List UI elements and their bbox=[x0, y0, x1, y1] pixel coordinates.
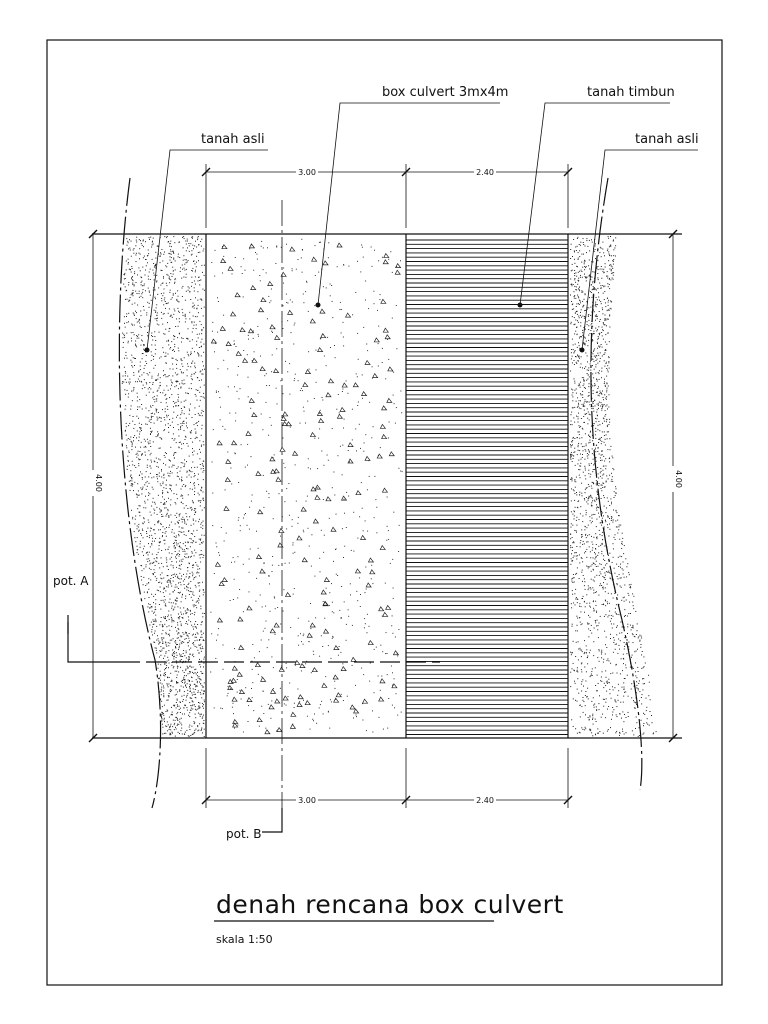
break-line-left bbox=[119, 178, 160, 808]
label-tanah-asli-right: tanah asli bbox=[635, 132, 699, 147]
leader-dot-box-culvert bbox=[316, 303, 321, 308]
dim-bottom-left: 3.00 bbox=[298, 796, 316, 805]
label-tanah-asli-left: tanah asli bbox=[201, 132, 265, 147]
tanah-timbun-hatch bbox=[406, 240, 568, 735]
section-line-b bbox=[262, 808, 282, 832]
top-dimension bbox=[202, 164, 572, 228]
drawing-scale: skala 1:50 bbox=[216, 933, 273, 946]
label-box-culvert: box culvert 3mx4m bbox=[382, 85, 509, 100]
drawing-title: denah rencana box culvert bbox=[216, 890, 564, 919]
pot-a-label: pot. A bbox=[53, 574, 89, 588]
sheet-border bbox=[47, 40, 722, 985]
label-tanah-timbun: tanah timbun bbox=[587, 85, 675, 100]
pot-b-label: pot. B bbox=[226, 827, 262, 841]
box-culvert-concrete-hatch bbox=[210, 239, 402, 734]
section-line-a bbox=[68, 615, 440, 662]
dim-bottom-right: 2.40 bbox=[476, 796, 494, 805]
dim-top-left: 3.00 bbox=[298, 168, 316, 177]
dim-height-left: 4.00 bbox=[94, 474, 103, 492]
tanah-asli-right-hatch bbox=[570, 236, 657, 737]
bottom-dimension bbox=[202, 748, 572, 808]
dim-height-right: 4.00 bbox=[674, 470, 683, 488]
dim-top-right: 2.40 bbox=[476, 168, 494, 177]
leader-dot-tanah-timbun bbox=[518, 303, 523, 308]
leader-dot-tanah-asli-left bbox=[145, 348, 150, 353]
leader-dot-tanah-asli-right bbox=[580, 348, 585, 353]
